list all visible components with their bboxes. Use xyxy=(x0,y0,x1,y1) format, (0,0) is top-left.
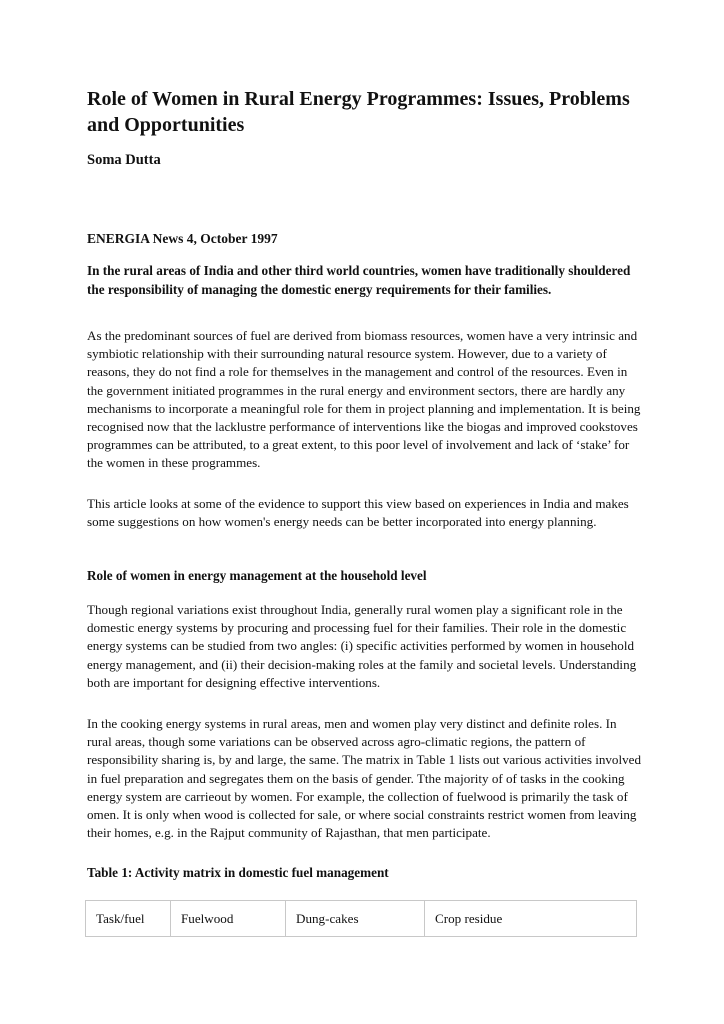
activity-matrix-table xyxy=(85,900,637,937)
table-caption: Table 1: Activity matrix in domestic fuel management xyxy=(87,865,389,880)
table-header-row xyxy=(86,901,637,937)
publication-source: ENERGIA News 4, October 1997 xyxy=(87,231,278,246)
section-heading: Role of women in energy management at the household level xyxy=(87,568,427,583)
body-paragraph-1: As the predominant sources of fuel are derived from biomass resources, women have a very intrinsic and symbiotic relationship with their surrounding natural resource system. However, due to a variety of reasons, they do not find a role for themselves in the management and control of the resources. Even in the government initiated programmes in the rural energy and environment sectors, there are hardly any mechanisms to incorporate a meaningful role for them in project planning and implementation. It is being recognised now that the lacklustre performance of interventions like the biogas and improved cookstoves programmes can be attributed, to a great extent, to this poor level of involvement and lack of ‘stake’ for the women in these programmes. xyxy=(87,328,641,471)
section-paragraph-1: Though regional variations exist throughout India, generally rural women play a significant role in the domestic energy systems by procuring and processing fuel for their families. Their role in the domestic energy systems can be studied from two angles: (i) specific activities performed by women in household energy management, and (ii) their decision-making roles at the family and societal levels. Understanding both are important for designing effective interventions. xyxy=(87,602,637,690)
lead-paragraph: In the rural areas of India and other third world countries, women have traditionally shouldered the responsibility of managing the domestic energy requirements for their families. xyxy=(87,263,631,297)
table-header-cell: Task/fuel xyxy=(86,901,171,937)
table-header-cell: Dung-cakes xyxy=(286,901,425,937)
article-author: Soma Dutta xyxy=(87,152,161,168)
table-header-cell: Fuelwood xyxy=(171,901,286,937)
article-title: Role of Women in Rural Energy Programmes: Issues, Problems and Opportunities xyxy=(87,88,630,136)
table-header-cell: Crop residue xyxy=(425,901,637,937)
body-paragraph-2: This article looks at some of the evidence to support this view based on experiences in India and makes some suggestions on how women's energy needs can be better incorporated into energy planning. xyxy=(87,496,629,530)
section-paragraph-2: In the cooking energy systems in rural areas, men and women play very distinct and definite roles. In rural areas, though some variations can be observed across agro-climatic regions, the pattern of responsibility sharing is, by and large, the same. The matrix in Table 1 lists out various activities involved in fuel preparation and segregates them on the basis of gender. Tthe majority of of tasks in the cooking energy system are carrieout by women. For example, the collection of fuelwood is primarily the task of omen. It is only when wood is collected for sale, or where social constraints restrict women from leaving their homes, e.g. in the Rajput community of Rajasthan, that men participate. xyxy=(87,716,642,841)
